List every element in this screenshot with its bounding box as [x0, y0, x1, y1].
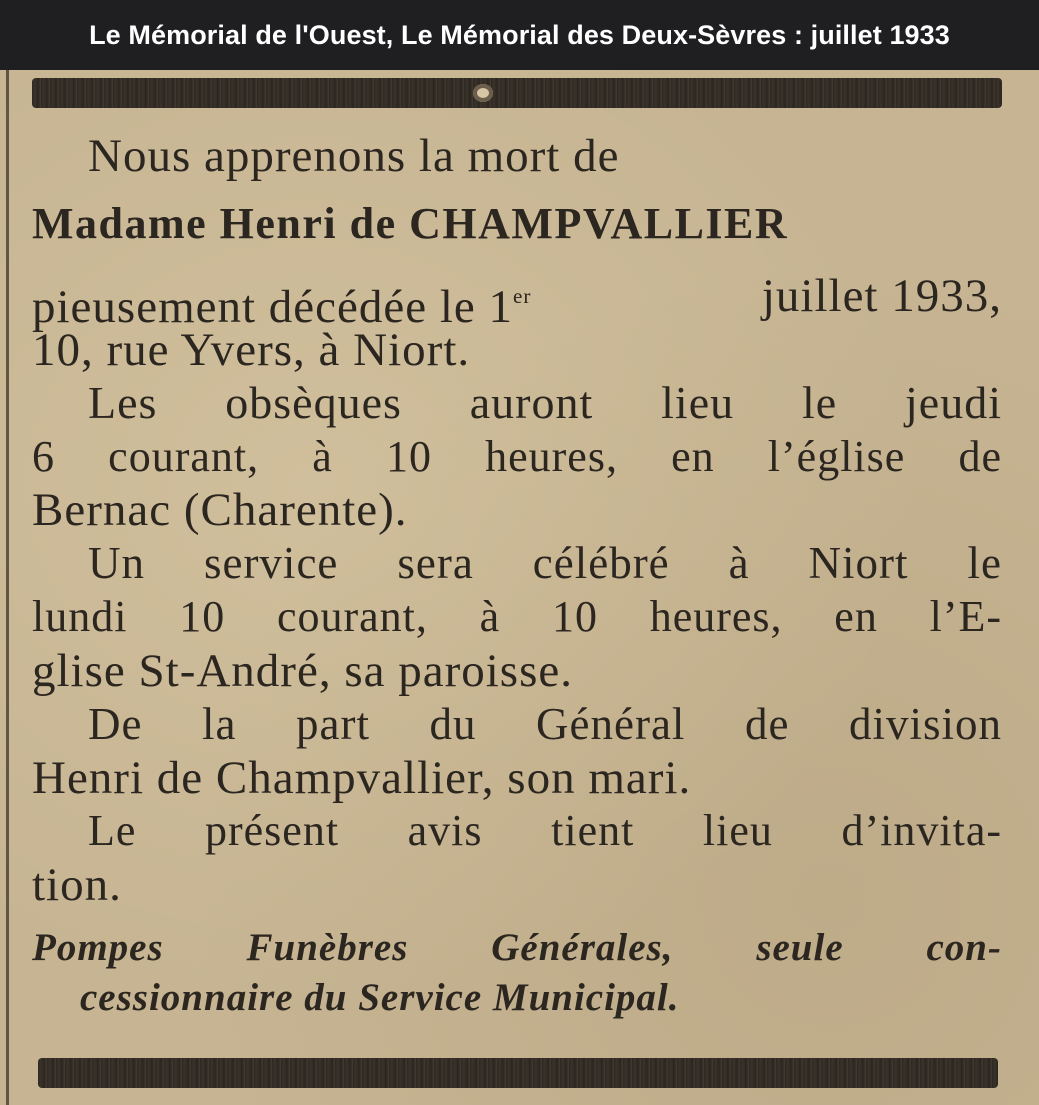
notice-line: Nous apprenons la mort de — [88, 130, 620, 182]
notice-line: tion. — [32, 859, 122, 911]
notice-line: 6 courant, à 10 heures, en l’église de — [32, 432, 1002, 481]
notice-line: Les obsèques auront lieu le jeudi — [88, 377, 1002, 428]
obituary-notice — [0, 70, 1039, 1105]
notice-line: 10, rue Yvers, à Niort. — [32, 324, 471, 376]
notice-line: pieusement décédée le 1er juillet 1933, — [32, 270, 1002, 334]
funeral-home-line: cessionnaire du Service Municipal. — [80, 976, 680, 1019]
window-title: Le Mémorial de l'Ouest, Le Mémorial des Deux-Sèvres : juillet 1933 — [89, 19, 950, 50]
title-bar — [0, 0, 1039, 70]
notice-line: Le présent avis tient lieu d’invita- — [88, 806, 1002, 855]
notice-line: Bernac (Charente). — [32, 484, 408, 536]
funeral-home-line: Pompes Funèbres Générales, seule con- — [32, 926, 1002, 969]
newspaper-clipping — [0, 70, 1039, 1105]
notice-line: glise St-André, sa paroisse. — [32, 645, 573, 697]
notice-line: Henri de Champvallier, son mari. — [32, 752, 692, 804]
notice-line: De la part du Général de division — [88, 699, 1002, 749]
bottom-border-band — [38, 1058, 998, 1088]
notice-line: Un service sera célébré à Niort le — [88, 538, 1002, 588]
deceased-name: Madame Henri de CHAMPVALLIER — [32, 199, 789, 248]
notice-line: lundi 10 courant, à 10 heures, en l’E- — [32, 592, 1002, 641]
